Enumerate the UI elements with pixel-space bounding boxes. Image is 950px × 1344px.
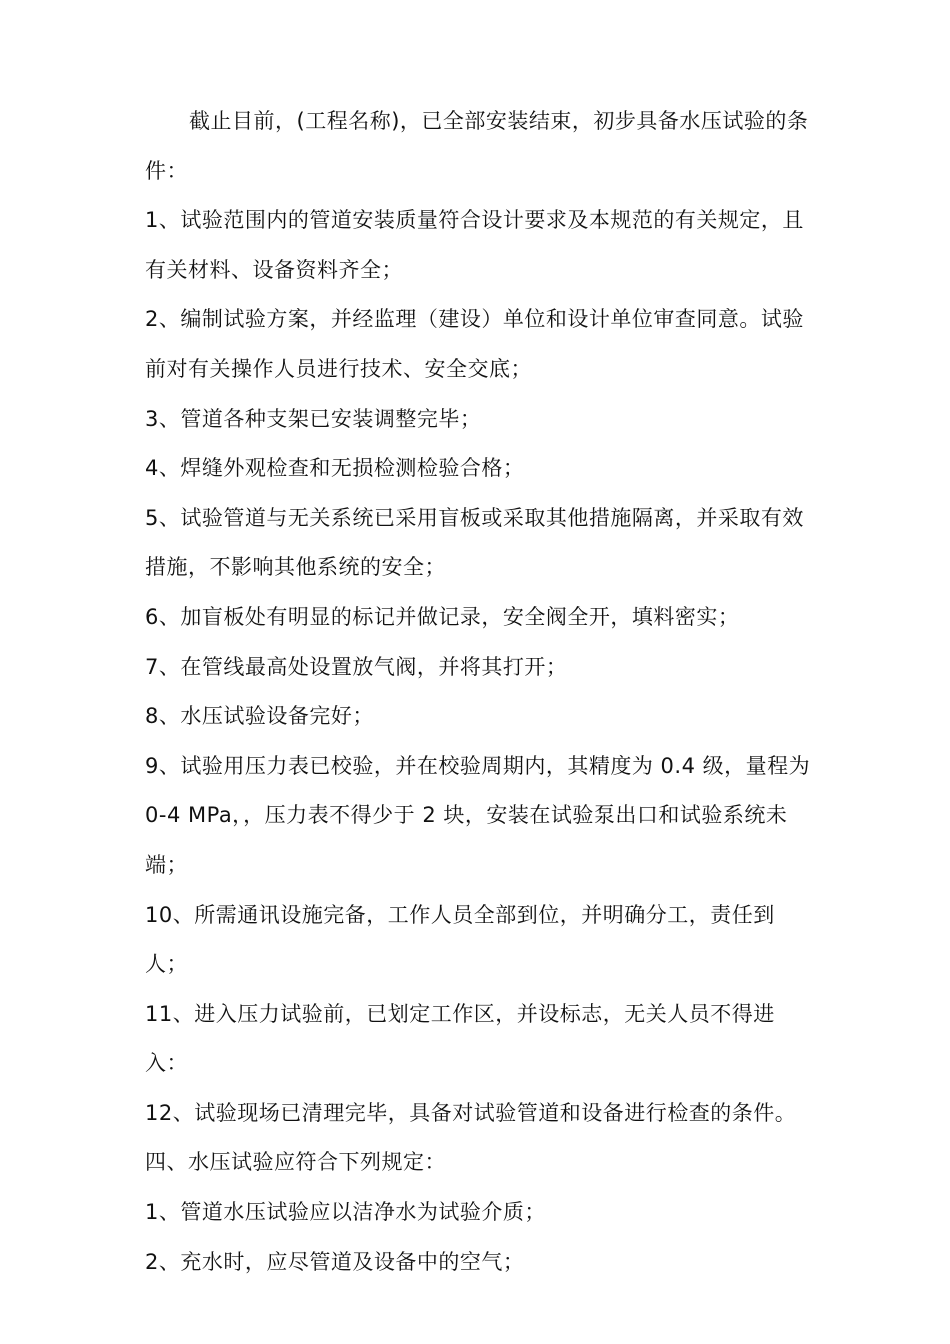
intro-paragraph: 截止目前，(工程名称)，已全部安装结束，初步具备水压试验的条件： (145, 109, 809, 183)
list-item: 1、管道水压试验应以洁净水为试验介质； (145, 1200, 546, 1225)
section-heading: 四、水压试验应符合下列规定： (145, 1150, 446, 1175)
list-item: 8、水压试验设备完好； (145, 704, 374, 729)
list-item: 7、在管线最高处设置放气阀，并将其打开； (145, 654, 568, 679)
list-item: 3、管道各种支架已安装调整完毕； (145, 406, 482, 431)
list-item: 10、所需通讯设施完备，工作人员全部到位，并明确分工，责任到人； (145, 902, 775, 977)
list-item: 1、试验范围内的管道安装质量符合设计要求及本规范的有关规定，且有关材料、设备资料齐全； (145, 208, 804, 282)
list-item: 2、编制试验方案，并经监理（建设）单位和设计单位审查同意。试验前对有关操作人员进行技术、安全交底； (145, 307, 804, 381)
list-item: 9、试验用压力表已校验，并在校验周期内，其精度为 0.4 级，量程为 0-4 MPa，，压力表不得少于 2 块，安装在试验泵出口和试验系统未端； (145, 753, 818, 877)
list-item: 6、加盲板处有明显的标记并做记录，安全阀全开，填料密实； (145, 604, 740, 629)
document-body (145, 97, 818, 1287)
list-item: 2、充水时，应尽管道及设备中的空气； (145, 1249, 525, 1274)
list-item: 12、试验现场已清理完毕，具备对试验管道和设备进行检查的条件。 (145, 1100, 797, 1125)
list-item: 4、焊缝外观检查和无损检测检验合格； (145, 456, 525, 481)
list-item: 11、进入压力试验前，已划定工作区，并设标志，无关人员不得进入： (145, 1001, 775, 1076)
list-item: 5、试验管道与无关系统已采用盲板或采取其他措施隔离，并采取有效措施，不影响其他系统的安全； (145, 505, 804, 580)
